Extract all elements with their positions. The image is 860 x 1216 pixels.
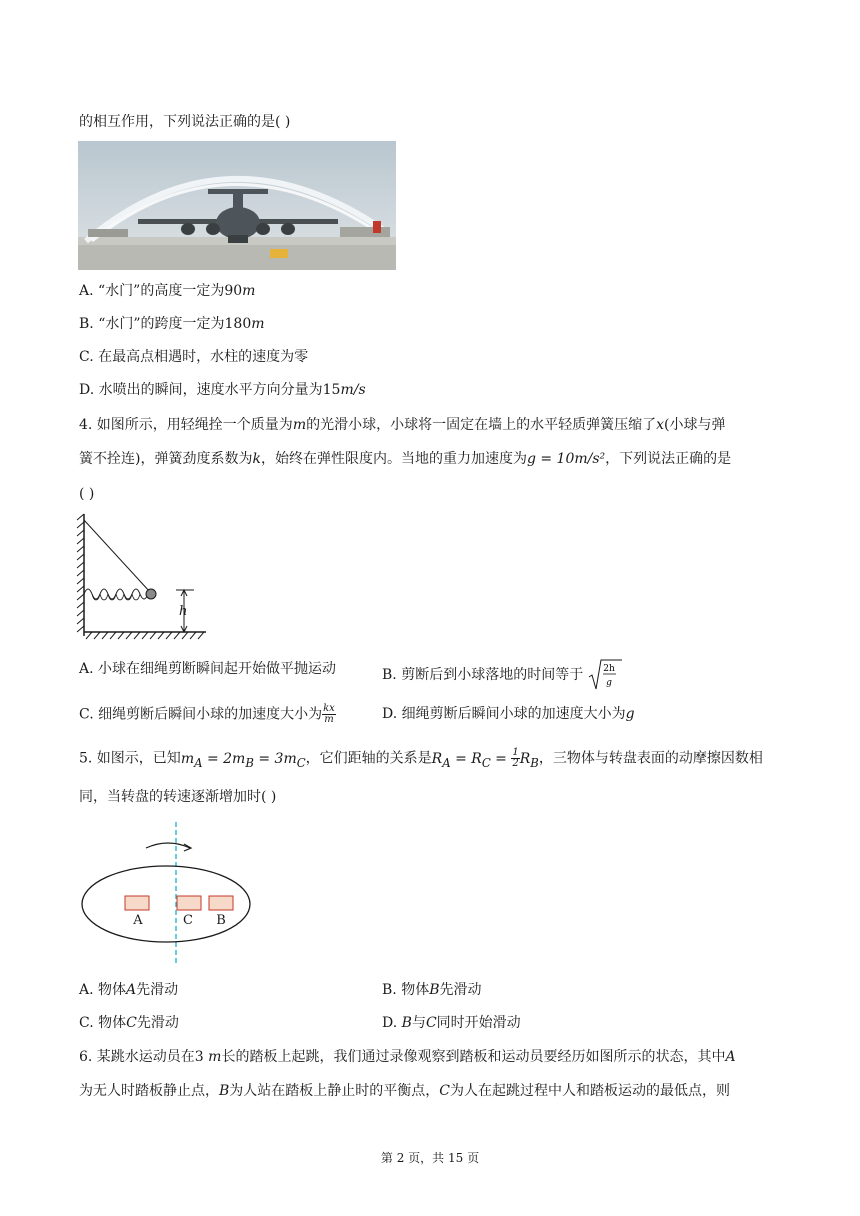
height-label: h	[179, 604, 188, 619]
q5-stem-line1: 5. 如图示，已知$m_A = 2m_B = 3m_C$，它们距轴的关系是$R_A = R_C$ = $\frac{1}{2}$ $R_B$，三物体与转盘表面的动摩擦因数相	[79, 747, 763, 770]
q6-stem-line2: 为无人时踏板静止点，B为人站在踏板上静止时的平衡点，C为人在起跳过程中人和踏板运动的最低点，则	[79, 1083, 731, 1099]
q5-option-b: B. 物体B先滑动	[382, 982, 482, 998]
block-label-a: A	[133, 913, 143, 928]
q5-option-c: C. 物体C先滑动	[79, 1015, 179, 1031]
q4-stem-line3: ( )	[79, 486, 95, 502]
svg-text:g: g	[605, 678, 612, 688]
q4-stem-line2: 簧不拴连)，弹簧劲度系数为k，始终在弹性限度内。当地的重力加速度为g = 10m/s²，下列说法正确的是	[79, 451, 732, 467]
q5-option-a: A. 物体A先滑动	[79, 982, 179, 998]
svg-text:2h: 2h	[602, 664, 615, 674]
page-footer: 第 2 页，共 15 页	[380, 1151, 480, 1165]
block-label-b: B	[216, 913, 226, 928]
block-label-c: C	[183, 913, 193, 928]
turntable-diagram	[78, 820, 258, 970]
q5-option-d: D. B与C同时开始滑动	[382, 1015, 521, 1031]
q6-stem-line1: 6. 某跳水运动员在3 m长的踏板上起跳，我们通过录像观察到踏板和运动员要经历如图所示的状态，其中A	[79, 1049, 736, 1065]
q5-stem-line2: 同，当转盘的转速逐渐增加时( )	[79, 789, 277, 805]
spring-ball-diagram	[76, 512, 216, 642]
q3-option-d: D. 水喷出的瞬间，速度水平方向分量为15m/s	[79, 382, 366, 398]
airplane-water-gate-photo	[78, 141, 396, 270]
q3-option-a: A. “水门”的高度一定为90m	[79, 283, 256, 299]
q4-option-b: B. 剪断后到小球落地的时间等于 2h g	[382, 659, 622, 691]
q3-option-c: C. 在最高点相遇时，水柱的速度为零	[79, 349, 309, 365]
sqrt-expression	[588, 659, 622, 691]
q3-option-b: B. “水门”的跨度一定为180m	[79, 316, 265, 332]
q4-stem-line1: 4. 如图所示，用轻绳拴一个质量为m的光滑小球，小球将一固定在墙上的水平轻质弹簧压缩了x(小球与弹	[79, 417, 726, 433]
q3-stem-tail: 的相互作用，下列说法正确的是( )	[79, 114, 291, 130]
q4-option-c: C. 细绳剪断后瞬间小球的加速度大小为 $\frac{kx}{m}$	[79, 703, 335, 725]
q4-option-d: D. 细绳剪断后瞬间小球的加速度大小为g	[382, 706, 635, 722]
q4-option-a: A. 小球在细绳剪断瞬间起开始做平抛运动	[79, 661, 337, 677]
